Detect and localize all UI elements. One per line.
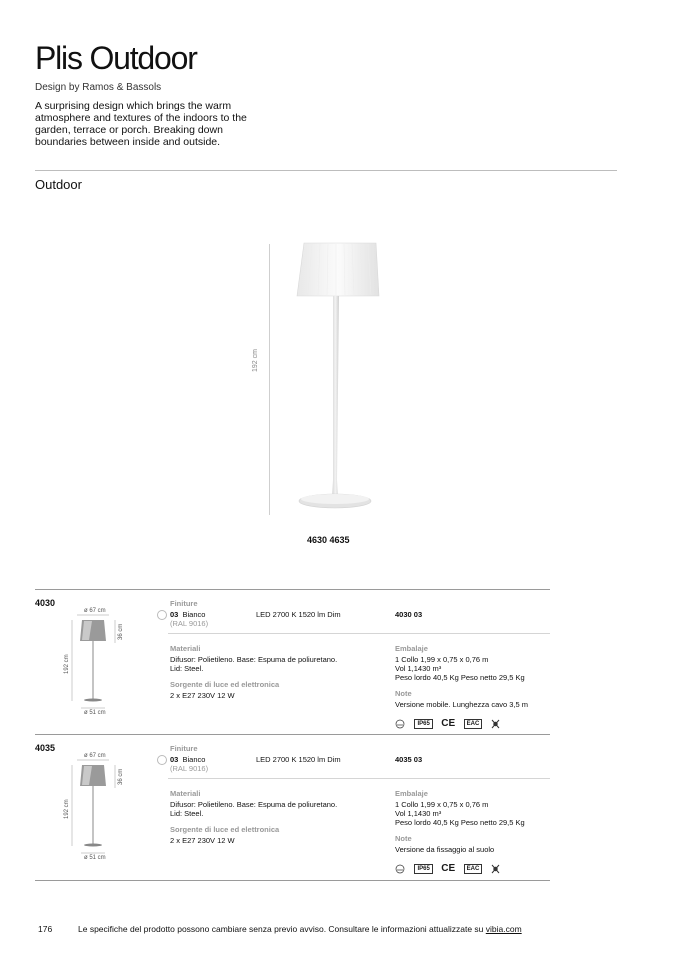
finish-ral: (RAL 9016) bbox=[170, 764, 209, 773]
materiali-line-2: Lid: Steel. bbox=[170, 664, 204, 673]
sorgente-value: 2 x E27 230V 12 W bbox=[170, 691, 235, 700]
height-dimension-label: 192 cm bbox=[252, 349, 259, 372]
ip65-icon: IP65 bbox=[414, 864, 432, 874]
product-description: A surprising design which brings the warm atmosphere and textures of the indoors to the garden, terrace or porch. Breaking down boundaries between inside and outside. bbox=[35, 100, 247, 148]
footer-disclaimer: Le specifiche del prodotto possono cambiare senza previo avviso. Consultare le informazioni attualizzate su vibia.com bbox=[78, 924, 522, 934]
note-heading: Note bbox=[395, 689, 412, 698]
height-dimension-line bbox=[269, 244, 270, 515]
lamp-dimension-diagram bbox=[58, 605, 138, 723]
eac-icon: EAC bbox=[464, 719, 483, 729]
sorgente-heading: Sorgente di luce ed elettronica bbox=[170, 825, 280, 834]
order-reference: 4030 03 bbox=[395, 610, 423, 619]
page-number: 176 bbox=[38, 924, 53, 934]
total-height-label: 192 cm bbox=[64, 654, 70, 674]
diameter-top-label: ø 67 cm bbox=[84, 608, 106, 614]
ip65-icon: IP65 bbox=[414, 719, 432, 729]
hero-product-codes: 4630 4635 bbox=[307, 535, 350, 545]
order-reference: 4035 03 bbox=[395, 755, 423, 764]
block-divider bbox=[35, 734, 550, 735]
sorgente-value: 2 x E27 230V 12 W bbox=[170, 836, 235, 845]
block-divider bbox=[35, 880, 550, 881]
finish-line: 03 Bianco bbox=[170, 610, 206, 619]
ce-mark-icon: CE bbox=[441, 863, 456, 875]
shade-height-label: 36 cm bbox=[118, 623, 124, 640]
lamp-dimension-diagram bbox=[58, 750, 138, 868]
diameter-top-label: ø 67 cm bbox=[84, 753, 106, 759]
finish-ral: (RAL 9016) bbox=[170, 619, 209, 628]
vibia-link[interactable]: vibia.com bbox=[485, 924, 522, 934]
led-spec: LED 2700 K 1520 lm Dim bbox=[256, 610, 341, 619]
materiali-heading: Materiali bbox=[170, 789, 201, 798]
page-title: Plis Outdoor bbox=[35, 40, 197, 76]
total-height-label: 192 cm bbox=[64, 799, 70, 819]
finish-line: 03 Bianco bbox=[170, 755, 206, 764]
divider bbox=[35, 170, 617, 171]
sorgente-heading: Sorgente di luce ed elettronica bbox=[170, 680, 280, 689]
weee-icon bbox=[491, 719, 500, 729]
eac-icon: EAC bbox=[464, 864, 483, 874]
floor-lamp-image bbox=[280, 240, 390, 520]
finish-swatch bbox=[157, 610, 167, 620]
section-title: Outdoor bbox=[35, 177, 82, 192]
product-code: 4035 bbox=[35, 743, 56, 753]
materiali-line-1: Difusor: Polietileno. Base: Espuma de poliuretano. bbox=[170, 655, 338, 664]
shade-height-label: 36 cm bbox=[118, 768, 124, 785]
embalaje-heading: Embalaje bbox=[395, 644, 428, 653]
materiali-heading: Materiali bbox=[170, 644, 201, 653]
base-diameter-label: ø 51 cm bbox=[84, 855, 106, 861]
finiture-heading: Finiture bbox=[170, 599, 198, 608]
dimmable-icon bbox=[395, 719, 405, 729]
embalaje-line-1: 1 Collo 1,99 x 0,75 x 0,76 m bbox=[395, 655, 489, 664]
embalaje-line-1: 1 Collo 1,99 x 0,75 x 0,76 m bbox=[395, 800, 489, 809]
led-spec: LED 2700 K 1520 lm Dim bbox=[256, 755, 341, 764]
product-code: 4030 bbox=[35, 598, 56, 608]
designer-credit: Design by Ramos & Bassols bbox=[35, 82, 162, 93]
dimmable-icon bbox=[395, 864, 405, 874]
base-diameter-label: ø 51 cm bbox=[84, 710, 106, 716]
note-heading: Note bbox=[395, 834, 412, 843]
certification-icons bbox=[395, 860, 500, 878]
certification-icons bbox=[395, 715, 500, 733]
embalaje-heading: Embalaje bbox=[395, 789, 428, 798]
finish-swatch bbox=[157, 755, 167, 765]
materiali-line-2: Lid: Steel. bbox=[170, 809, 204, 818]
embalaje-line-3: Peso lordo 40,5 Kg Peso netto 29,5 Kg bbox=[395, 673, 525, 682]
embalaje-line-2: Vol 1,1430 m³ bbox=[395, 664, 442, 673]
weee-icon bbox=[491, 864, 500, 874]
note-value: Versione da fissaggio al suolo bbox=[395, 845, 495, 854]
row-divider bbox=[168, 633, 550, 634]
block-divider bbox=[35, 589, 550, 590]
row-divider bbox=[168, 778, 550, 779]
materiali-line-1: Difusor: Polietileno. Base: Espuma de poliuretano. bbox=[170, 800, 338, 809]
finiture-heading: Finiture bbox=[170, 744, 198, 753]
note-value: Versione mobile. Lunghezza cavo 3,5 m bbox=[395, 700, 528, 709]
embalaje-line-3: Peso lordo 40,5 Kg Peso netto 29,5 Kg bbox=[395, 818, 525, 827]
ce-mark-icon: CE bbox=[441, 718, 456, 730]
embalaje-line-2: Vol 1,1430 m³ bbox=[395, 809, 442, 818]
